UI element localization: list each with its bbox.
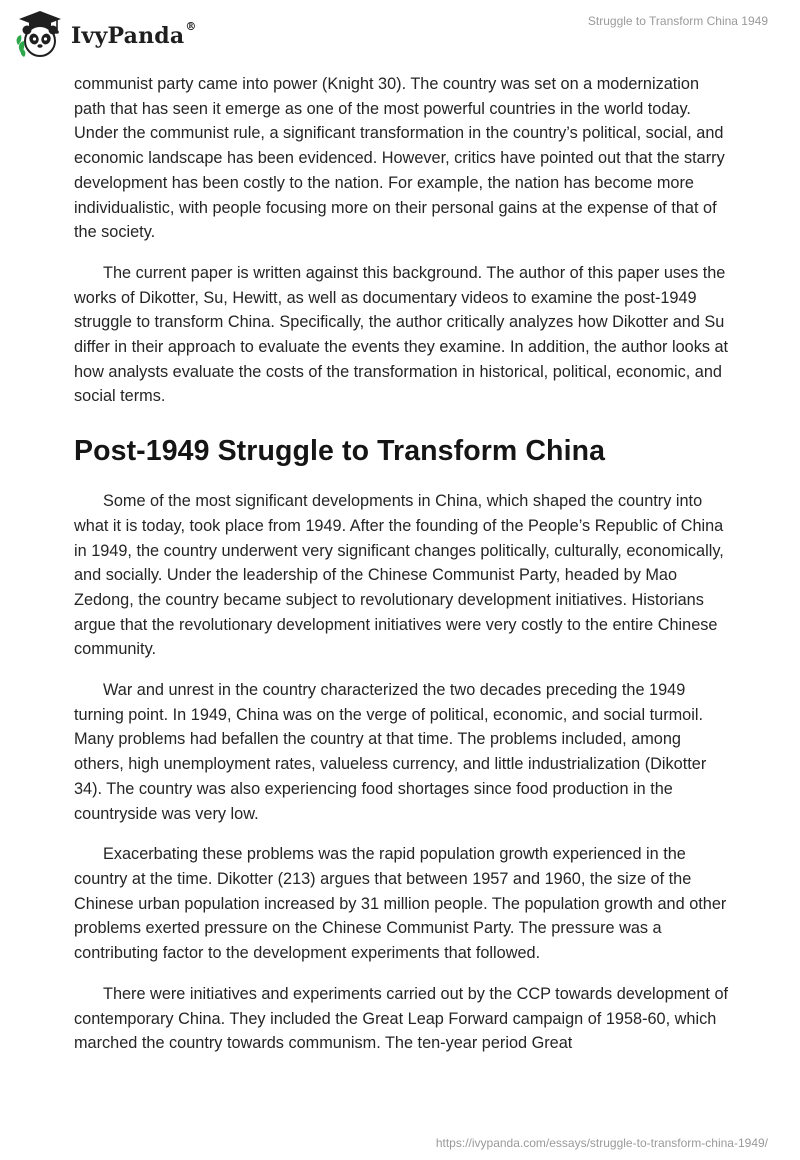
source-url[interactable]: https://ivypanda.com/essays/struggle-to-transform-china-1949/ xyxy=(435,1136,768,1150)
page-header xyxy=(0,0,800,72)
paragraph-section-3: Exacerbating these problems was the rapid population growth experienced in the country at the time. Dikotter (213) argues that between 1957 and 1960, the size of the Chinese urban population increased by 31 million people. The population growth and other problems exerted pressure on the Chinese Communist Party. The pressure was a contributing factor to the development experiments that followed. xyxy=(74,845,727,963)
document-title: Struggle to Transform China 1949 xyxy=(587,14,768,28)
ivypanda-logo[interactable] xyxy=(15,8,197,60)
panda-graduation-cap-icon xyxy=(15,9,65,59)
paragraph-intro-1: communist party came into power (Knight 30). The country was set on a modernization path that has seen it emerge as one of the most powerful countries in the world today. Under the communist rule, a significant transformation in the country’s political, social, and economic landscape has been evidenced. However, critics have pointed out that the starry development has been costly to the nation. For example, the nation has become more individualistic, with people focusing more on their personal gains at the expense of that of the society. xyxy=(74,75,725,242)
paragraph-section-1: Some of the most significant developments in China, which shaped the country into what it is today, took place from 1949. After the founding of the People’s Republic of China in 1949, the country underwent very significant changes politically, culturally, economically, and socially. Under the leadership of the Chinese Communist Party, headed by Mao Zedong, the country became subject to revolutionary development initiatives. Historians argue that the revolutionary development initiatives were very costly to the entire Chinese community. xyxy=(74,492,724,659)
brand-name: IvyPanda® xyxy=(71,20,197,49)
registered-mark: ® xyxy=(185,20,197,33)
section-heading: Post-1949 Struggle to Transform China xyxy=(74,435,606,468)
paragraph-section-2: War and unrest in the country characterized the two decades preceding the 1949 turning point. In 1949, China was on the verge of political, economic, and social turmoil. Many problems had befallen the country at that time. The problems included, among others, high unemployment rates, valueless currency, and little industrialization (Dikotter 34). The country was also experiencing food shortages since food production in the countryside was very low. xyxy=(74,681,707,823)
paragraph-intro-2: The current paper is written against this background. The author of this paper uses the works of Dikotter, Su, Hewitt, as well as documentary videos to examine the post-1949 struggle to transform China. Specifically, the author critically analyzes how Dikotter and Su differ in their approach to evaluate the events they examine. In addition, the author looks at how analysts evaluate the costs of the transformation in historical, political, economic, and social terms. xyxy=(74,263,729,406)
paragraph-section-4: There were initiatives and experiments carried out by the CCP towards development of contemporary China. They included the Great Leap Forward campaign of 1958-60, which marched the country towards communism. The ten-year period Great xyxy=(74,984,729,1053)
article-body xyxy=(74,72,734,1072)
